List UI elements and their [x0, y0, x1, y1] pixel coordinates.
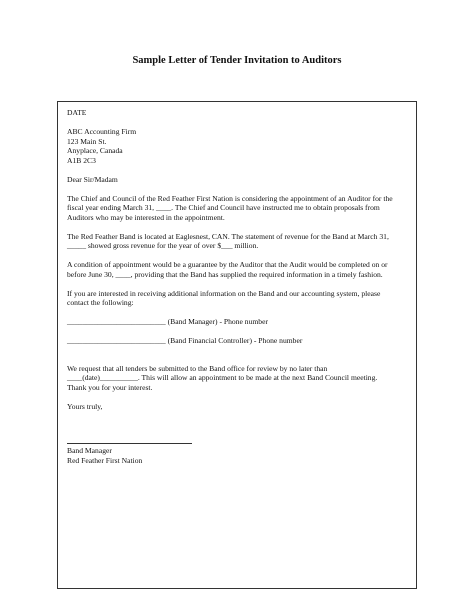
recipient-line: A1B 2C3 — [67, 155, 96, 165]
paragraph-appointment: The Chief and Council of the Red Feather First Nation is considering the appointment of an Auditor for the fiscal year ending March 31, ____. The Chief and Council have instructed me to obtain proposals from Auditors who may be interested in the appointment. — [67, 193, 393, 222]
recipient-address — [67, 127, 411, 165]
letter-body — [67, 108, 411, 475]
recipient-line: 123 Main St. — [67, 136, 107, 146]
document-title: Sample Letter of Tender Invitation to Auditors — [132, 55, 342, 66]
contact-band-manager: __________________________ (Band Manager) - Phone number — [67, 317, 268, 326]
paragraph-deadline: We request that all tenders be submitted to the Band office for review by no later than ____(date)__________. This will allow an appointment to be made at the next Band Council meeting. Thank you for your interest. — [67, 363, 378, 392]
recipient-line: Anyplace, Canada — [67, 146, 123, 155]
recipient-line: ABC Accounting Firm — [67, 127, 137, 136]
signature-block — [67, 443, 411, 465]
signature-line — [67, 443, 192, 444]
paragraph-condition: A condition of appointment would be a guarantee by the Auditor that the Audit would be completed on or before June 30, ____, providing that the Band has supplied the required information in a timely fashion. — [67, 260, 388, 279]
signature-title: Band Manager — [67, 446, 112, 455]
date-label: DATE — [67, 108, 87, 117]
paragraph-revenue: The Red Feather Band is located at Eaglesnest, CAN. The statement of revenue for the Band at March 31, _____ showed gross revenue for the year of over $___ million. — [67, 231, 389, 250]
signature-organization: Red Feather First Nation — [67, 455, 143, 465]
salutation: Dear Sir/Madam — [67, 174, 118, 184]
paragraph-contact: If you are interested in receiving additional information on the Band and our accounting system, please contact the following: — [67, 288, 381, 307]
contact-financial-controller: __________________________ (Band Financial Controller) - Phone number — [67, 336, 303, 345]
closing: Yours truly, — [67, 401, 103, 411]
